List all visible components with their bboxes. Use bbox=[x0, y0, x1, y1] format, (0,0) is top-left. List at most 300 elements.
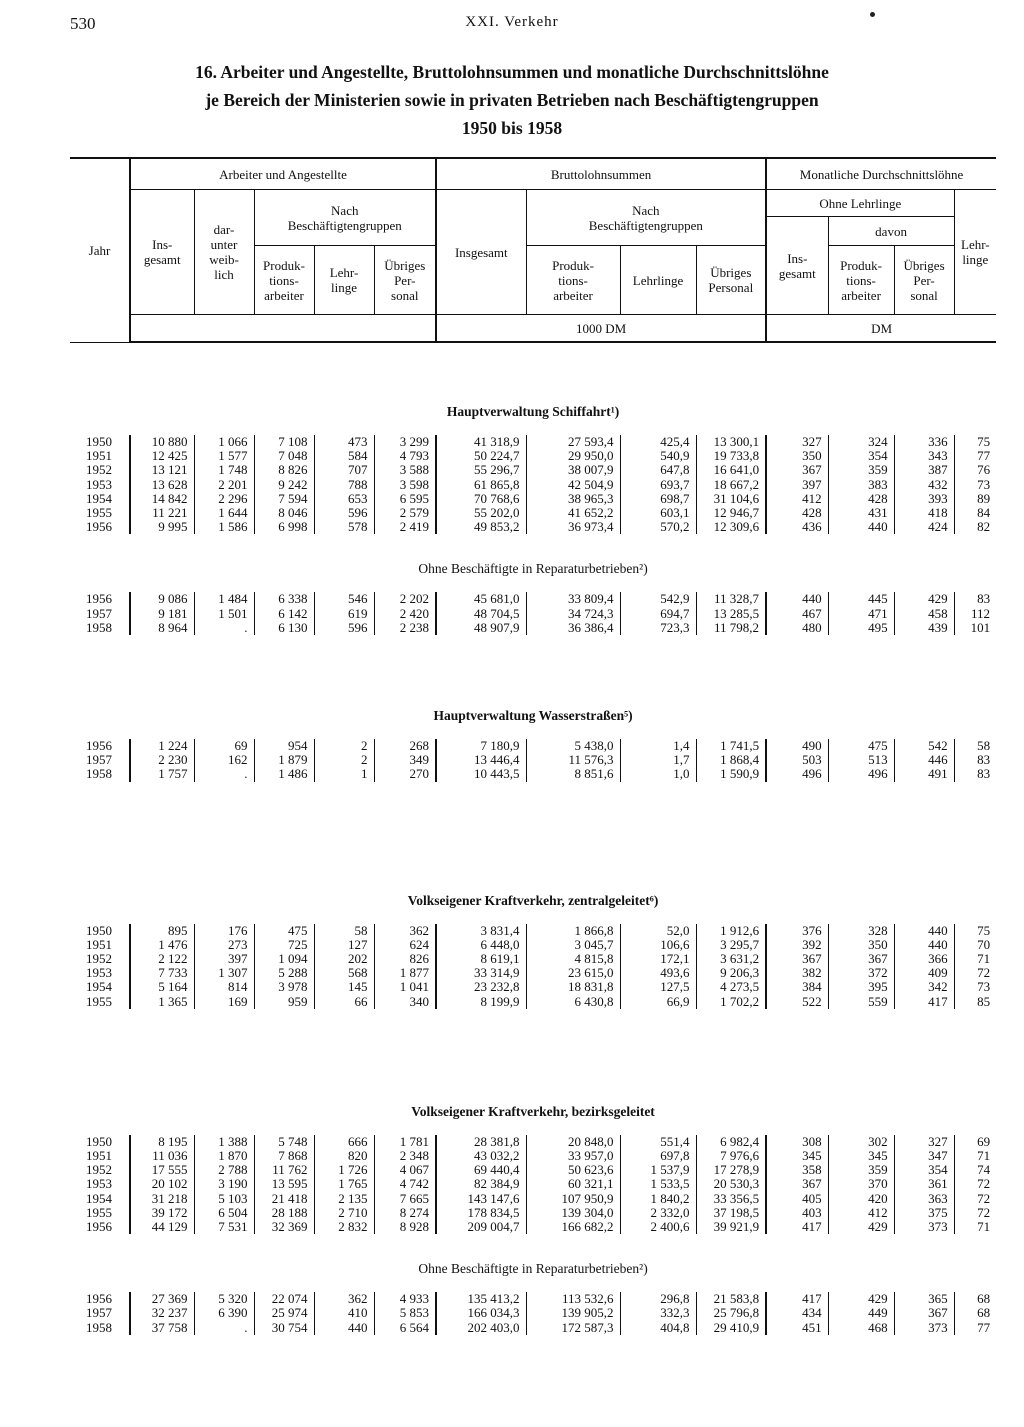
unit-dm: DM bbox=[766, 315, 996, 343]
value-cell: 176 bbox=[194, 924, 254, 938]
value-cell: 169 bbox=[194, 995, 254, 1009]
value-cell: 2 332,0 bbox=[620, 1206, 696, 1220]
value-cell: 9 086 bbox=[130, 592, 194, 606]
value-cell: 559 bbox=[828, 995, 894, 1009]
value-cell: 814 bbox=[194, 980, 254, 994]
section-title: Hauptverwaltung Wasserstraßen⁵) bbox=[433, 707, 633, 723]
value-cell: 69 440,4 bbox=[436, 1163, 526, 1177]
value-cell: 6 448,0 bbox=[436, 938, 526, 952]
value-cell: 33 314,9 bbox=[436, 966, 526, 980]
value-cell: 327 bbox=[766, 435, 828, 449]
col-jahr: Jahr bbox=[70, 158, 130, 342]
section-subtitle: Ohne Beschäftigte in Reparaturbetrieben²) bbox=[418, 561, 648, 577]
value-cell: 327 bbox=[894, 1135, 954, 1149]
value-cell: 113 532,6 bbox=[526, 1292, 620, 1306]
spacer bbox=[70, 1009, 996, 1101]
table-row bbox=[70, 1292, 996, 1306]
value-cell: 33 809,4 bbox=[526, 592, 620, 606]
value-cell: 202 403,0 bbox=[436, 1321, 526, 1335]
value-cell: 8 826 bbox=[254, 463, 314, 477]
value-cell: 13 300,1 bbox=[696, 435, 766, 449]
value-cell: 584 bbox=[314, 449, 374, 463]
value-cell: 420 bbox=[828, 1192, 894, 1206]
year-cell: 1950 bbox=[86, 1133, 112, 1149]
table-row bbox=[70, 739, 996, 753]
value-cell: 8 619,1 bbox=[436, 952, 526, 966]
year-cell: 1955 bbox=[86, 993, 112, 1009]
value-cell: 143 147,6 bbox=[436, 1192, 526, 1206]
value-cell: 647,8 bbox=[620, 463, 696, 477]
value-cell: . bbox=[194, 621, 254, 635]
value-cell: 542 bbox=[894, 739, 954, 753]
value-cell: 5 438,0 bbox=[526, 739, 620, 753]
value-cell: 83 bbox=[954, 592, 996, 606]
value-cell: 66,9 bbox=[620, 995, 696, 1009]
value-cell: 13 121 bbox=[130, 463, 194, 477]
group-arbeiter-angestellte: Arbeiter und Angestellte bbox=[130, 158, 436, 190]
value-cell: 522 bbox=[766, 995, 828, 1009]
value-cell: 162 bbox=[194, 753, 254, 767]
value-cell: 434 bbox=[766, 1306, 828, 1320]
value-cell: 1 066 bbox=[194, 435, 254, 449]
value-cell: 367 bbox=[766, 1177, 828, 1191]
col-darunter-weiblich: dar- unter weib- lich bbox=[194, 190, 254, 315]
col-uebriges-personal: Übriges Per- sonal bbox=[374, 246, 436, 315]
value-cell: 106,6 bbox=[620, 938, 696, 952]
value-cell: 7 733 bbox=[130, 966, 194, 980]
year-cell: 1955 bbox=[86, 505, 112, 521]
year-cell: 1950 bbox=[86, 922, 112, 938]
year-cell: 1956 bbox=[86, 738, 112, 754]
value-cell: 694,7 bbox=[620, 607, 696, 621]
spacer bbox=[70, 580, 996, 592]
value-cell: 397 bbox=[194, 952, 254, 966]
value-cell: 358 bbox=[766, 1163, 828, 1177]
value-cell: 8 046 bbox=[254, 506, 314, 520]
value-cell: 342 bbox=[894, 980, 954, 994]
value-cell: 8 851,6 bbox=[526, 767, 620, 781]
value-cell: 33 356,5 bbox=[696, 1192, 766, 1206]
section-title: Volkseigener Kraftverkehr, bezirksgeleitet bbox=[411, 1103, 655, 1119]
value-cell: 1 781 bbox=[374, 1135, 436, 1149]
value-cell: 18 831,8 bbox=[526, 980, 620, 994]
value-cell: 4 933 bbox=[374, 1292, 436, 1306]
table-row bbox=[70, 952, 996, 966]
year-cell: 1957 bbox=[86, 752, 112, 768]
value-cell: 58 bbox=[314, 924, 374, 938]
spacer bbox=[70, 1234, 996, 1258]
value-cell: 723,3 bbox=[620, 621, 696, 635]
year-cell: 1958 bbox=[86, 1319, 112, 1335]
value-cell: 467 bbox=[766, 607, 828, 621]
value-cell: 12 946,7 bbox=[696, 506, 766, 520]
col-nach-beschaeftigtengruppen: Nach Beschäftigtengruppen bbox=[254, 190, 436, 246]
value-cell: 513 bbox=[828, 753, 894, 767]
value-cell: 9 206,3 bbox=[696, 966, 766, 980]
col-davon: davon bbox=[828, 217, 954, 246]
value-cell: 29 950,0 bbox=[526, 449, 620, 463]
value-cell: 27 593,4 bbox=[526, 435, 620, 449]
value-cell: 362 bbox=[374, 924, 436, 938]
value-cell: 417 bbox=[766, 1292, 828, 1306]
value-cell: 397 bbox=[766, 478, 828, 492]
value-cell: 7 108 bbox=[254, 435, 314, 449]
value-cell: 166 034,3 bbox=[436, 1306, 526, 1320]
table-title-line-2: je Bereich der Ministerien sowie in privaten Betrieben nach Beschäftigtengruppen bbox=[205, 90, 819, 110]
value-cell: 50 623,6 bbox=[526, 1163, 620, 1177]
value-cell: 6 390 bbox=[194, 1306, 254, 1320]
value-cell: 6 595 bbox=[374, 492, 436, 506]
value-cell: 72 bbox=[954, 1206, 996, 1220]
value-cell: 29 410,9 bbox=[696, 1321, 766, 1335]
value-cell: 273 bbox=[194, 938, 254, 952]
value-cell: 373 bbox=[894, 1321, 954, 1335]
value-cell: 7 976,6 bbox=[696, 1149, 766, 1163]
value-cell: 446 bbox=[894, 753, 954, 767]
value-cell: 1,4 bbox=[620, 739, 696, 753]
value-cell: 36 386,4 bbox=[526, 621, 620, 635]
value-cell: 6 504 bbox=[194, 1206, 254, 1220]
year-cell: 1951 bbox=[86, 1148, 112, 1164]
value-cell: 428 bbox=[828, 492, 894, 506]
value-cell: 9 242 bbox=[254, 478, 314, 492]
value-cell: 2 296 bbox=[194, 492, 254, 506]
value-cell: 2 202 bbox=[374, 592, 436, 606]
value-cell: 412 bbox=[828, 1206, 894, 1220]
value-cell: 139 905,2 bbox=[526, 1306, 620, 1320]
table-body bbox=[70, 342, 996, 1335]
value-cell: 1 577 bbox=[194, 449, 254, 463]
spacer bbox=[70, 1280, 996, 1292]
value-cell: 1 877 bbox=[374, 966, 436, 980]
value-cell: 5 288 bbox=[254, 966, 314, 980]
value-cell: 395 bbox=[828, 980, 894, 994]
value-cell: 5 164 bbox=[130, 980, 194, 994]
value-cell: 440 bbox=[314, 1321, 374, 1335]
value-cell: 2 135 bbox=[314, 1192, 374, 1206]
value-cell: 1 486 bbox=[254, 767, 314, 781]
value-cell: 41 652,2 bbox=[526, 506, 620, 520]
spacer bbox=[70, 1123, 996, 1135]
value-cell: 11 576,3 bbox=[526, 753, 620, 767]
value-cell: 49 853,2 bbox=[436, 520, 526, 534]
table-row bbox=[70, 924, 996, 938]
value-cell: 2 201 bbox=[194, 478, 254, 492]
value-cell: 6 982,4 bbox=[696, 1135, 766, 1149]
value-cell: 375 bbox=[894, 1206, 954, 1220]
value-cell: 22 074 bbox=[254, 1292, 314, 1306]
year-cell: 1954 bbox=[86, 1190, 112, 1206]
value-cell: 31 104,6 bbox=[696, 492, 766, 506]
value-cell: 302 bbox=[828, 1135, 894, 1149]
value-cell: 417 bbox=[894, 995, 954, 1009]
value-cell: 440 bbox=[894, 938, 954, 952]
value-cell: 429 bbox=[894, 592, 954, 606]
spacer bbox=[70, 782, 996, 890]
value-cell: 5 320 bbox=[194, 1292, 254, 1306]
value-cell: 68 bbox=[954, 1292, 996, 1306]
value-cell: 61 865,8 bbox=[436, 478, 526, 492]
value-cell: 362 bbox=[314, 1292, 374, 1306]
value-cell: 412 bbox=[766, 492, 828, 506]
statistics-table bbox=[70, 157, 996, 1335]
value-cell: 2 420 bbox=[374, 607, 436, 621]
value-cell: 83 bbox=[954, 767, 996, 781]
value-cell: 19 733,8 bbox=[696, 449, 766, 463]
value-cell: 1 726 bbox=[314, 1163, 374, 1177]
value-cell: 503 bbox=[766, 753, 828, 767]
value-cell: 436 bbox=[766, 520, 828, 534]
value-cell: 60 321,1 bbox=[526, 1177, 620, 1191]
year-cell: 1958 bbox=[86, 766, 112, 782]
value-cell: 75 bbox=[954, 435, 996, 449]
value-cell: 172 587,3 bbox=[526, 1321, 620, 1335]
value-cell: 707 bbox=[314, 463, 374, 477]
value-cell: 2 419 bbox=[374, 520, 436, 534]
value-cell: 16 641,0 bbox=[696, 463, 766, 477]
value-cell: 1 586 bbox=[194, 520, 254, 534]
value-cell: 1 748 bbox=[194, 463, 254, 477]
value-cell: 345 bbox=[828, 1149, 894, 1163]
table-row bbox=[70, 463, 996, 477]
value-cell: 693,7 bbox=[620, 478, 696, 492]
value-cell: 268 bbox=[374, 739, 436, 753]
value-cell: 1 388 bbox=[194, 1135, 254, 1149]
value-cell: 36 973,4 bbox=[526, 520, 620, 534]
value-cell: 363 bbox=[894, 1192, 954, 1206]
value-cell: 8 199,9 bbox=[436, 995, 526, 1009]
value-cell: 8 195 bbox=[130, 1135, 194, 1149]
value-cell: 361 bbox=[894, 1177, 954, 1191]
col-brutto-nach-beschaeftigtengruppen: Nach Beschäftigtengruppen bbox=[526, 190, 766, 246]
table-row bbox=[70, 1149, 996, 1163]
value-cell: 1 041 bbox=[374, 980, 436, 994]
value-cell: 70 bbox=[954, 938, 996, 952]
value-cell: 393 bbox=[894, 492, 954, 506]
value-cell: 44 129 bbox=[130, 1220, 194, 1234]
year-cell: 1952 bbox=[86, 951, 112, 967]
value-cell: 429 bbox=[828, 1292, 894, 1306]
table-row bbox=[70, 478, 996, 492]
value-cell: 578 bbox=[314, 520, 374, 534]
value-cell: 410 bbox=[314, 1306, 374, 1320]
value-cell: 2 579 bbox=[374, 506, 436, 520]
year-cell: 1955 bbox=[86, 1204, 112, 1220]
value-cell: 7 180,9 bbox=[436, 739, 526, 753]
value-cell: 409 bbox=[894, 966, 954, 980]
table-row bbox=[70, 435, 996, 449]
value-cell: 2 832 bbox=[314, 1220, 374, 1234]
value-cell: 354 bbox=[894, 1163, 954, 1177]
value-cell: 1 537,9 bbox=[620, 1163, 696, 1177]
value-cell: 365 bbox=[894, 1292, 954, 1306]
value-cell: 354 bbox=[828, 449, 894, 463]
value-cell: 6 338 bbox=[254, 592, 314, 606]
spacer bbox=[70, 423, 996, 435]
table-row bbox=[70, 449, 996, 463]
value-cell: 2 348 bbox=[374, 1149, 436, 1163]
value-cell: 23 232,8 bbox=[436, 980, 526, 994]
value-cell: 496 bbox=[828, 767, 894, 781]
value-cell: 7 594 bbox=[254, 492, 314, 506]
col-ohne-lehrlinge: Ohne Lehrlinge bbox=[766, 190, 954, 217]
value-cell: 3 295,7 bbox=[696, 938, 766, 952]
value-cell: 1 094 bbox=[254, 952, 314, 966]
table-title-line-3: 1950 bis 1958 bbox=[461, 118, 563, 138]
value-cell: 546 bbox=[314, 592, 374, 606]
value-cell: 5 748 bbox=[254, 1135, 314, 1149]
value-cell: 475 bbox=[828, 739, 894, 753]
year-cell: 1956 bbox=[86, 519, 112, 535]
value-cell: 34 724,3 bbox=[526, 607, 620, 621]
value-cell: 4 793 bbox=[374, 449, 436, 463]
value-cell: 27 369 bbox=[130, 1292, 194, 1306]
value-cell: 83 bbox=[954, 753, 996, 767]
value-cell: 145 bbox=[314, 980, 374, 994]
value-cell: 372 bbox=[828, 966, 894, 980]
value-cell: 11 762 bbox=[254, 1163, 314, 1177]
value-cell: 2 230 bbox=[130, 753, 194, 767]
value-cell: 12 309,6 bbox=[696, 520, 766, 534]
value-cell: 21 418 bbox=[254, 1192, 314, 1206]
year-cell: 1957 bbox=[86, 1305, 112, 1321]
value-cell: 383 bbox=[828, 478, 894, 492]
value-cell: 3 299 bbox=[374, 435, 436, 449]
value-cell: 429 bbox=[828, 1220, 894, 1234]
value-cell: 13 446,4 bbox=[436, 753, 526, 767]
year-cell: 1953 bbox=[86, 476, 112, 492]
value-cell: 392 bbox=[766, 938, 828, 952]
value-cell: 1 501 bbox=[194, 607, 254, 621]
value-cell: 1 840,2 bbox=[620, 1192, 696, 1206]
value-cell: 698,7 bbox=[620, 492, 696, 506]
value-cell: 9 181 bbox=[130, 607, 194, 621]
ink-dot bbox=[870, 12, 875, 17]
value-cell: 25 974 bbox=[254, 1306, 314, 1320]
value-cell: 9 995 bbox=[130, 520, 194, 534]
value-cell: 336 bbox=[894, 435, 954, 449]
value-cell: 1 307 bbox=[194, 966, 254, 980]
value-cell: 495 bbox=[828, 621, 894, 635]
table-row bbox=[70, 1163, 996, 1177]
value-cell: 332,3 bbox=[620, 1306, 696, 1320]
value-cell: 48 704,5 bbox=[436, 607, 526, 621]
col-brutto-insgesamt: Insgesamt bbox=[436, 190, 526, 315]
value-cell: 349 bbox=[374, 753, 436, 767]
table-row bbox=[70, 1192, 996, 1206]
value-cell: 959 bbox=[254, 995, 314, 1009]
value-cell: 473 bbox=[314, 435, 374, 449]
value-cell: 468 bbox=[828, 1321, 894, 1335]
value-cell: 1,0 bbox=[620, 767, 696, 781]
value-cell: 382 bbox=[766, 966, 828, 980]
year-cell: 1953 bbox=[86, 1176, 112, 1192]
value-cell: 3 598 bbox=[374, 478, 436, 492]
value-cell: 493,6 bbox=[620, 966, 696, 980]
value-cell: 127 bbox=[314, 938, 374, 952]
value-cell: 17 278,9 bbox=[696, 1163, 766, 1177]
value-cell: 367 bbox=[828, 952, 894, 966]
value-cell: 139 304,0 bbox=[526, 1206, 620, 1220]
value-cell: 403 bbox=[766, 1206, 828, 1220]
value-cell: 1 741,5 bbox=[696, 739, 766, 753]
value-cell: 11 328,7 bbox=[696, 592, 766, 606]
value-cell: 8 274 bbox=[374, 1206, 436, 1220]
value-cell: 440 bbox=[766, 592, 828, 606]
table-row bbox=[70, 938, 996, 952]
value-cell: 32 369 bbox=[254, 1220, 314, 1234]
value-cell: 74 bbox=[954, 1163, 996, 1177]
value-cell: 603,1 bbox=[620, 506, 696, 520]
value-cell: 13 595 bbox=[254, 1177, 314, 1191]
value-cell: 71 bbox=[954, 1149, 996, 1163]
value-cell: 202 bbox=[314, 952, 374, 966]
value-cell: 1,7 bbox=[620, 753, 696, 767]
value-cell: 471 bbox=[828, 607, 894, 621]
value-cell: 366 bbox=[894, 952, 954, 966]
table-row bbox=[70, 1135, 996, 1149]
value-cell: 432 bbox=[894, 478, 954, 492]
value-cell: 71 bbox=[954, 952, 996, 966]
col-monat-uebriges-personal: Übriges Per- sonal bbox=[894, 246, 954, 315]
value-cell: 328 bbox=[828, 924, 894, 938]
value-cell: 826 bbox=[374, 952, 436, 966]
value-cell: 71 bbox=[954, 1220, 996, 1234]
value-cell: 3 045,7 bbox=[526, 938, 620, 952]
value-cell: 2 710 bbox=[314, 1206, 374, 1220]
value-cell: 1 702,2 bbox=[696, 995, 766, 1009]
section-title: Volkseigener Kraftverkehr, zentralgeleitet⁶) bbox=[407, 892, 659, 908]
value-cell: 1 533,5 bbox=[620, 1177, 696, 1191]
col-monat-insgesamt: Ins- gesamt bbox=[766, 217, 828, 315]
year-cell: 1957 bbox=[86, 605, 112, 621]
value-cell: 895 bbox=[130, 924, 194, 938]
value-cell: 2 400,6 bbox=[620, 1220, 696, 1234]
value-cell: 7 665 bbox=[374, 1192, 436, 1206]
value-cell: 73 bbox=[954, 478, 996, 492]
value-cell: 440 bbox=[828, 520, 894, 534]
year-cell: 1951 bbox=[86, 936, 112, 952]
value-cell: 480 bbox=[766, 621, 828, 635]
value-cell: 376 bbox=[766, 924, 828, 938]
value-cell: 11 036 bbox=[130, 1149, 194, 1163]
year-cell: 1950 bbox=[86, 434, 112, 449]
value-cell: 1 bbox=[314, 767, 374, 781]
spacer bbox=[70, 727, 996, 739]
value-cell: 20 848,0 bbox=[526, 1135, 620, 1149]
table-row bbox=[70, 1220, 996, 1234]
value-cell: 418 bbox=[894, 506, 954, 520]
value-cell: 1 879 bbox=[254, 753, 314, 767]
value-cell: 45 681,0 bbox=[436, 592, 526, 606]
value-cell: 3 588 bbox=[374, 463, 436, 477]
value-cell: 73 bbox=[954, 980, 996, 994]
value-cell: 85 bbox=[954, 995, 996, 1009]
value-cell: 28 381,8 bbox=[436, 1135, 526, 1149]
value-cell: 491 bbox=[894, 767, 954, 781]
table-row bbox=[70, 995, 996, 1009]
value-cell: 3 190 bbox=[194, 1177, 254, 1191]
value-cell: 3 831,4 bbox=[436, 924, 526, 938]
value-cell: 17 555 bbox=[130, 1163, 194, 1177]
value-cell: 570,2 bbox=[620, 520, 696, 534]
value-cell: 72 bbox=[954, 966, 996, 980]
table-row bbox=[70, 1321, 996, 1335]
value-cell: 551,4 bbox=[620, 1135, 696, 1149]
value-cell: 359 bbox=[828, 1163, 894, 1177]
value-cell: 1 866,8 bbox=[526, 924, 620, 938]
col-lehrlinge: Lehr- linge bbox=[314, 246, 374, 315]
